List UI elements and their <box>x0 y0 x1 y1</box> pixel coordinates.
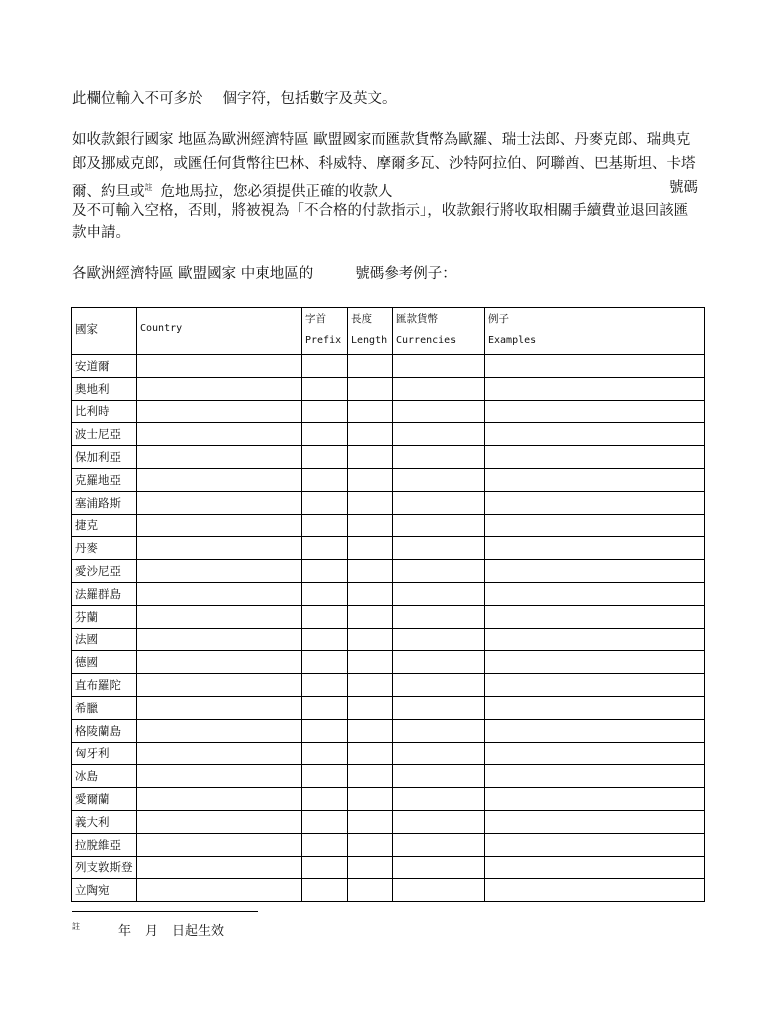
country-cell: 丹麥 <box>72 537 137 560</box>
country-en-cell <box>137 537 302 560</box>
country-en-cell <box>137 879 302 902</box>
footnote-month: 月 <box>145 924 159 939</box>
paragraph-line-1: 如收款銀行國家 地區為歐洲經濟特區 歐盟國家而匯款貨幣為歐羅、瑞士法郎、丹麥克郎、瑞典克 <box>72 132 691 148</box>
header-length-zh: 長度 <box>351 313 372 325</box>
currency-cell <box>393 582 485 605</box>
country-en-cell <box>137 377 302 400</box>
country-en-cell <box>137 446 302 469</box>
char-limit-line <box>72 90 397 108</box>
currency-cell <box>393 514 485 537</box>
country-cell: 冰島 <box>72 765 137 788</box>
country-cell: 安道爾 <box>72 355 137 378</box>
country-cell: 塞浦路斯 <box>72 491 137 514</box>
country-en-cell <box>137 605 302 628</box>
country-en-cell <box>137 742 302 765</box>
length-cell <box>348 400 393 423</box>
prefix-cell <box>302 468 348 491</box>
prefix-cell <box>302 446 348 469</box>
prefix-cell <box>302 810 348 833</box>
country-cell: 德國 <box>72 651 137 674</box>
header-country-zh-label: 國家 <box>75 322 98 336</box>
table-row <box>72 696 705 719</box>
length-cell <box>348 582 393 605</box>
length-cell <box>348 765 393 788</box>
prefix-cell <box>302 491 348 514</box>
country-en-cell <box>137 400 302 423</box>
country-en-cell <box>137 468 302 491</box>
country-en-cell <box>137 696 302 719</box>
country-en-cell <box>137 788 302 811</box>
country-en-cell <box>137 582 302 605</box>
country-cell: 波士尼亞 <box>72 423 137 446</box>
header-prefix-zh: 字首 <box>305 313 326 325</box>
example-cell <box>485 788 705 811</box>
country-cell: 奧地利 <box>72 377 137 400</box>
country-en-cell <box>137 491 302 514</box>
table-row <box>72 628 705 651</box>
table-row <box>72 742 705 765</box>
examples-heading <box>72 265 457 283</box>
prefix-cell <box>302 355 348 378</box>
length-cell <box>348 788 393 811</box>
country-cell: 拉脫維亞 <box>72 833 137 856</box>
example-cell <box>485 810 705 833</box>
table-row <box>72 537 705 560</box>
example-cell <box>485 514 705 537</box>
country-cell: 義大利 <box>72 810 137 833</box>
country-en-cell <box>137 423 302 446</box>
example-cell <box>485 468 705 491</box>
currency-cell <box>393 560 485 583</box>
length-cell <box>348 719 393 742</box>
prefix-cell <box>302 582 348 605</box>
prefix-cell <box>302 742 348 765</box>
char-limit-text-b: 個字符，包括數字及英文。 <box>222 91 397 107</box>
table-row <box>72 765 705 788</box>
header-prefix <box>302 308 348 355</box>
prefix-cell <box>302 856 348 879</box>
paragraph-line-3-b: 危地馬拉，您必須提供正確的收款人 <box>160 184 393 200</box>
currency-cell <box>393 879 485 902</box>
prefix-cell <box>302 788 348 811</box>
table-row <box>72 560 705 583</box>
example-cell <box>485 651 705 674</box>
header-example-zh: 例子 <box>488 313 509 325</box>
country-cell: 列支敦斯登 <box>72 856 137 879</box>
country-en-cell <box>137 560 302 583</box>
country-cell: 捷克 <box>72 514 137 537</box>
table-row <box>72 788 705 811</box>
currency-cell <box>393 788 485 811</box>
country-cell: 立陶宛 <box>72 879 137 902</box>
header-currency-en: Currencies <box>396 335 457 346</box>
table-header-row <box>72 308 705 355</box>
table-row <box>72 879 705 902</box>
table-row <box>72 514 705 537</box>
prefix-cell <box>302 423 348 446</box>
prefix-cell <box>302 400 348 423</box>
footnote-divider <box>72 911 258 912</box>
example-cell <box>485 491 705 514</box>
currency-cell <box>393 651 485 674</box>
length-cell <box>348 628 393 651</box>
example-cell <box>485 696 705 719</box>
paragraph-line-4: 及不可輸入空格，否則，將被視為「不合格的付款指示」，收款銀行將收取相關手續費並退回該匯 <box>72 203 689 219</box>
currency-cell <box>393 719 485 742</box>
length-cell <box>348 560 393 583</box>
table-row <box>72 582 705 605</box>
length-cell <box>348 856 393 879</box>
example-cell <box>485 355 705 378</box>
currency-cell <box>393 628 485 651</box>
example-cell <box>485 856 705 879</box>
paragraph-line-2: 郎及挪威克郎，或匯任何貨幣往巴林、科威特、摩爾多瓦、沙特阿拉伯、阿聯酋、巴基斯坦、卡塔 <box>72 156 696 172</box>
table-row <box>72 446 705 469</box>
length-cell <box>348 696 393 719</box>
table-row <box>72 810 705 833</box>
country-en-cell <box>137 628 302 651</box>
example-cell <box>485 719 705 742</box>
header-length <box>348 308 393 355</box>
country-cell: 希臘 <box>72 696 137 719</box>
length-cell <box>348 423 393 446</box>
currency-cell <box>393 765 485 788</box>
code-examples-table <box>71 307 705 902</box>
currency-cell <box>393 810 485 833</box>
header-country-zh <box>72 308 137 355</box>
country-en-cell <box>137 674 302 697</box>
footnote <box>72 920 224 939</box>
country-en-cell <box>137 856 302 879</box>
currency-cell <box>393 605 485 628</box>
country-en-cell <box>137 651 302 674</box>
table-row <box>72 377 705 400</box>
country-en-cell <box>137 355 302 378</box>
header-country-en <box>137 308 302 355</box>
currency-cell <box>393 491 485 514</box>
currency-cell <box>393 674 485 697</box>
currency-cell <box>393 377 485 400</box>
currency-cell <box>393 400 485 423</box>
length-cell <box>348 674 393 697</box>
country-cell: 直布羅陀 <box>72 674 137 697</box>
paragraph-line-3 <box>72 179 698 201</box>
prefix-cell <box>302 377 348 400</box>
header-prefix-en: Prefix <box>305 335 342 346</box>
length-cell <box>348 651 393 674</box>
country-en-cell <box>137 719 302 742</box>
currency-cell <box>393 446 485 469</box>
length-cell <box>348 491 393 514</box>
footnote-mark: 註 <box>72 922 80 931</box>
length-cell <box>348 537 393 560</box>
country-cell: 法國 <box>72 628 137 651</box>
country-cell: 芬蘭 <box>72 605 137 628</box>
currency-cell <box>393 537 485 560</box>
currency-cell <box>393 856 485 879</box>
prefix-cell <box>302 605 348 628</box>
table-row <box>72 423 705 446</box>
table-row <box>72 833 705 856</box>
footnote-year: 年 <box>118 924 132 939</box>
prefix-cell <box>302 651 348 674</box>
example-cell <box>485 765 705 788</box>
currency-cell <box>393 833 485 856</box>
length-cell <box>348 742 393 765</box>
length-cell <box>348 355 393 378</box>
country-cell: 比利時 <box>72 400 137 423</box>
country-en-cell <box>137 833 302 856</box>
prefix-cell <box>302 765 348 788</box>
prefix-cell <box>302 696 348 719</box>
example-cell <box>485 605 705 628</box>
example-cell <box>485 377 705 400</box>
table-row <box>72 674 705 697</box>
country-cell: 保加利亞 <box>72 446 137 469</box>
length-cell <box>348 446 393 469</box>
paragraph-line-3-a: 爾、約旦或 <box>72 184 145 200</box>
example-cell <box>485 560 705 583</box>
length-cell <box>348 468 393 491</box>
header-length-en: Length <box>351 335 388 346</box>
currency-cell <box>393 468 485 491</box>
footnote-text: 日起生效 <box>172 924 225 939</box>
table-row <box>72 651 705 674</box>
header-currencies <box>393 308 485 355</box>
prefix-cell <box>302 879 348 902</box>
header-example-en: Examples <box>488 335 537 346</box>
paragraph-line-5: 款申請。 <box>72 225 130 241</box>
example-cell <box>485 833 705 856</box>
country-cell: 格陵蘭島 <box>72 719 137 742</box>
country-cell: 克羅地亞 <box>72 468 137 491</box>
prefix-cell <box>302 628 348 651</box>
country-en-cell <box>137 765 302 788</box>
char-limit-text-a: 此欄位輸入不可多於 <box>72 91 203 107</box>
country-cell: 匈牙利 <box>72 742 137 765</box>
country-en-cell <box>137 514 302 537</box>
prefix-cell <box>302 833 348 856</box>
example-cell <box>485 742 705 765</box>
paragraph-line-3-c: 號碼 <box>669 180 698 196</box>
examples-heading-b: 號碼參考例子： <box>355 266 457 282</box>
table-row <box>72 400 705 423</box>
length-cell <box>348 879 393 902</box>
footnote-marker: 註 <box>144 183 153 192</box>
length-cell <box>348 810 393 833</box>
country-cell: 愛爾蘭 <box>72 788 137 811</box>
table-row <box>72 719 705 742</box>
table-row <box>72 605 705 628</box>
length-cell <box>348 377 393 400</box>
length-cell <box>348 605 393 628</box>
prefix-cell <box>302 514 348 537</box>
example-cell <box>485 628 705 651</box>
length-cell <box>348 514 393 537</box>
example-cell <box>485 400 705 423</box>
currency-cell <box>393 696 485 719</box>
currency-cell <box>393 423 485 446</box>
example-cell <box>485 423 705 446</box>
currency-cell <box>393 355 485 378</box>
table-row <box>72 856 705 879</box>
example-cell <box>485 582 705 605</box>
country-cell: 愛沙尼亞 <box>72 560 137 583</box>
table-row <box>72 355 705 378</box>
table-row <box>72 491 705 514</box>
prefix-cell <box>302 537 348 560</box>
header-currency-zh: 匯款貨幣 <box>396 313 438 325</box>
example-cell <box>485 537 705 560</box>
header-country-en-label: Country <box>140 323 183 334</box>
header-examples <box>485 308 705 355</box>
prefix-cell <box>302 674 348 697</box>
length-cell <box>348 833 393 856</box>
currency-cell <box>393 742 485 765</box>
example-cell <box>485 674 705 697</box>
table-row <box>72 468 705 491</box>
example-cell <box>485 446 705 469</box>
examples-heading-a: 各歐洲經濟特區 歐盟國家 中東地區的 <box>72 266 314 282</box>
country-en-cell <box>137 810 302 833</box>
example-cell <box>485 879 705 902</box>
prefix-cell <box>302 719 348 742</box>
country-cell: 法羅群島 <box>72 582 137 605</box>
prefix-cell <box>302 560 348 583</box>
